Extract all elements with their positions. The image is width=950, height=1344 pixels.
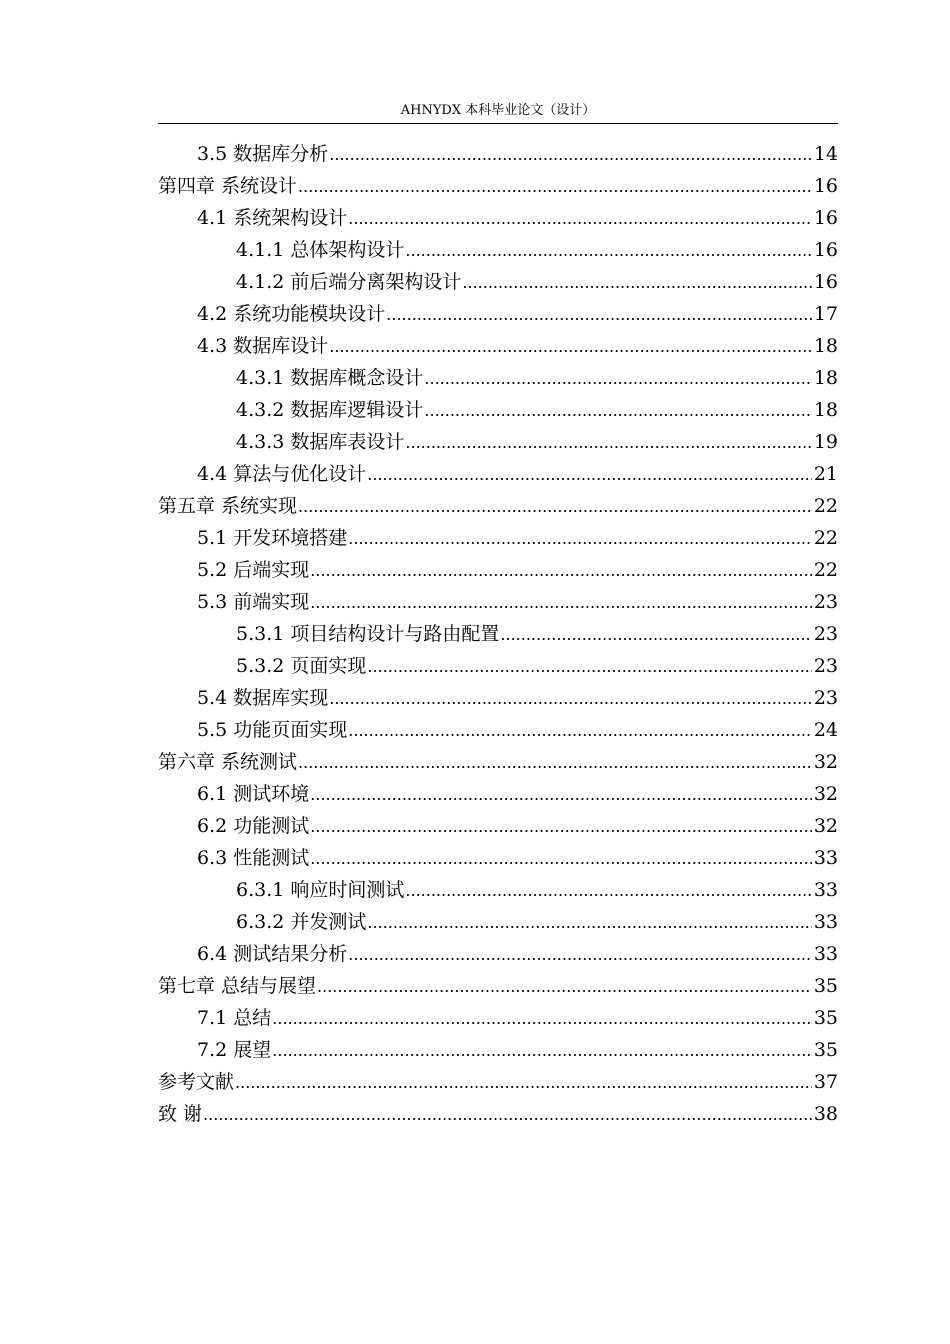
toc-dot-leader xyxy=(424,395,811,427)
toc-entry-label: 4.2 系统功能模块设计 xyxy=(197,303,386,325)
toc-dot-leader xyxy=(310,587,812,619)
toc-entry-label: 4.3.1 数据库概念设计 xyxy=(236,367,424,389)
toc-entry-label: 6.3.2 并发测试 xyxy=(236,911,367,933)
toc-entry-label: 第五章 系统实现 xyxy=(158,495,298,517)
toc-entry-label: 致 谢 xyxy=(158,1103,203,1125)
toc-entry[interactable] xyxy=(158,266,838,298)
toc-entry[interactable] xyxy=(158,938,838,970)
toc-dot-leader xyxy=(310,779,812,811)
toc-dot-leader xyxy=(272,1003,812,1035)
toc-entry-page-number: 22 xyxy=(813,527,838,549)
toc-entry-page-number: 21 xyxy=(813,463,838,485)
toc-entry-label: 5.3.1 项目结构设计与路由配置 xyxy=(236,623,500,645)
toc-entry-label: 4.1 系统架构设计 xyxy=(197,207,348,229)
toc-dot-leader xyxy=(348,715,812,747)
toc-entry-page-number: 35 xyxy=(813,975,838,997)
toc-entry-page-number: 18 xyxy=(813,399,838,421)
toc-entry[interactable] xyxy=(158,874,838,906)
toc-entry-label: 5.2 后端实现 xyxy=(197,559,310,581)
toc-entry-page-number: 18 xyxy=(813,367,838,389)
toc-entry-page-number: 16 xyxy=(813,175,838,197)
toc-entry[interactable] xyxy=(158,202,838,234)
toc-entry[interactable] xyxy=(158,458,838,490)
toc-entry-page-number: 22 xyxy=(813,495,838,517)
toc-dot-leader xyxy=(235,1067,812,1099)
toc-entry-label: 7.1 总结 xyxy=(197,1007,272,1029)
toc-entry-label: 6.3 性能测试 xyxy=(197,847,310,869)
toc-dot-leader xyxy=(310,555,812,587)
toc-entry[interactable] xyxy=(158,1034,838,1066)
toc-dot-leader xyxy=(298,171,812,203)
toc-entry[interactable] xyxy=(158,842,838,874)
toc-entry[interactable] xyxy=(158,330,838,362)
toc-entry-page-number: 35 xyxy=(813,1039,838,1061)
toc-entry-label: 4.4 算法与优化设计 xyxy=(197,463,367,485)
toc-dot-leader xyxy=(367,459,812,491)
toc-entry[interactable] xyxy=(158,714,838,746)
toc-dot-leader xyxy=(310,811,812,843)
toc-dot-leader xyxy=(386,299,812,331)
toc-entry-label: 第四章 系统设计 xyxy=(158,175,298,197)
toc-entry-label: 第六章 系统测试 xyxy=(158,751,298,773)
toc-entry-page-number: 35 xyxy=(813,1007,838,1029)
toc-entry-label: 6.2 功能测试 xyxy=(197,815,310,837)
toc-dot-leader xyxy=(348,939,812,971)
toc-entry-label: 参考文献 xyxy=(158,1071,235,1093)
toc-entry-label: 第七章 总结与展望 xyxy=(158,975,317,997)
toc-entry-page-number: 17 xyxy=(813,303,838,325)
toc-entry[interactable] xyxy=(158,298,838,330)
toc-entry-page-number: 23 xyxy=(813,591,838,613)
toc-entry-page-number: 16 xyxy=(813,271,838,293)
toc-entry-label: 6.1 测试环境 xyxy=(197,783,310,805)
toc-entry[interactable] xyxy=(158,746,838,778)
toc-dot-leader xyxy=(298,491,812,523)
toc-entry[interactable] xyxy=(158,170,838,202)
toc-entry-page-number: 16 xyxy=(813,239,838,261)
toc-entry-page-number: 23 xyxy=(813,655,838,677)
toc-entry-page-number: 33 xyxy=(813,911,838,933)
toc-entry-label: 6.3.1 响应时间测试 xyxy=(236,879,405,901)
toc-entry-page-number: 24 xyxy=(813,719,838,741)
toc-dot-leader xyxy=(348,203,812,235)
toc-entry-page-number: 32 xyxy=(813,815,838,837)
toc-dot-leader xyxy=(348,523,812,555)
toc-entry-label: 5.1 开发环境搭建 xyxy=(197,527,348,549)
toc-entry-label: 4.3 数据库设计 xyxy=(197,335,329,357)
toc-dot-leader xyxy=(310,843,812,875)
table-of-contents xyxy=(158,138,838,1130)
toc-entry[interactable] xyxy=(158,906,838,938)
toc-entry-page-number: 33 xyxy=(813,879,838,901)
toc-entry[interactable] xyxy=(158,586,838,618)
toc-entry-page-number: 23 xyxy=(813,687,838,709)
toc-entry[interactable] xyxy=(158,650,838,682)
toc-entry[interactable] xyxy=(158,554,838,586)
toc-entry-label: 5.4 数据库实现 xyxy=(197,687,329,709)
toc-dot-leader xyxy=(367,651,811,683)
toc-entry-page-number: 32 xyxy=(813,751,838,773)
toc-entry-label: 7.2 展望 xyxy=(197,1039,272,1061)
toc-entry[interactable] xyxy=(158,1002,838,1034)
page-header: AHNYDX 本科毕业论文（设计） xyxy=(400,103,596,118)
toc-entry-page-number: 19 xyxy=(813,431,838,453)
toc-entry-page-number: 18 xyxy=(813,335,838,357)
toc-dot-leader xyxy=(405,427,811,459)
toc-dot-leader xyxy=(405,875,811,907)
toc-dot-leader xyxy=(424,363,811,395)
toc-entry[interactable] xyxy=(158,138,838,170)
toc-entry-label: 5.5 功能页面实现 xyxy=(197,719,348,741)
toc-dot-leader xyxy=(272,1035,812,1067)
toc-dot-leader xyxy=(203,1099,812,1131)
toc-entry-label: 4.3.2 数据库逻辑设计 xyxy=(236,399,424,421)
toc-dot-leader xyxy=(367,907,811,939)
toc-entry[interactable] xyxy=(158,394,838,426)
toc-entry-page-number: 22 xyxy=(813,559,838,581)
toc-entry[interactable] xyxy=(158,618,838,650)
toc-entry-page-number: 37 xyxy=(813,1071,838,1093)
toc-dot-leader xyxy=(462,267,811,299)
toc-entry-page-number: 33 xyxy=(813,943,838,965)
toc-dot-leader xyxy=(329,139,812,171)
toc-dot-leader xyxy=(317,971,812,1003)
toc-dot-leader xyxy=(329,683,812,715)
header-rule xyxy=(158,123,838,124)
toc-dot-leader xyxy=(329,331,812,363)
toc-entry-page-number: 38 xyxy=(813,1103,838,1125)
toc-entry[interactable] xyxy=(158,426,838,458)
toc-entry-page-number: 16 xyxy=(813,207,838,229)
toc-entry[interactable] xyxy=(158,234,838,266)
toc-entry[interactable] xyxy=(158,970,838,1002)
toc-entry[interactable] xyxy=(158,362,838,394)
toc-entry[interactable] xyxy=(158,778,838,810)
toc-entry-label: 3.5 数据库分析 xyxy=(197,143,329,165)
toc-entry-page-number: 32 xyxy=(813,783,838,805)
toc-dot-leader xyxy=(500,619,811,651)
toc-entry-label: 5.3 前端实现 xyxy=(197,591,310,613)
toc-entry-label: 4.3.3 数据库表设计 xyxy=(236,431,405,453)
toc-entry[interactable] xyxy=(158,490,838,522)
toc-entry-label: 5.3.2 页面实现 xyxy=(236,655,367,677)
toc-entry[interactable] xyxy=(158,682,838,714)
toc-entry-page-number: 23 xyxy=(813,623,838,645)
toc-entry[interactable] xyxy=(158,1066,838,1098)
toc-entry[interactable] xyxy=(158,810,838,842)
toc-entry-label: 4.1.1 总体架构设计 xyxy=(236,239,405,261)
toc-entry[interactable] xyxy=(158,522,838,554)
toc-dot-leader xyxy=(298,747,812,779)
toc-entry-label: 4.1.2 前后端分离架构设计 xyxy=(236,271,462,293)
toc-entry-page-number: 33 xyxy=(813,847,838,869)
toc-entry[interactable] xyxy=(158,1098,838,1130)
toc-entry-label: 6.4 测试结果分析 xyxy=(197,943,348,965)
toc-dot-leader xyxy=(405,235,811,267)
toc-entry-page-number: 14 xyxy=(813,143,838,165)
